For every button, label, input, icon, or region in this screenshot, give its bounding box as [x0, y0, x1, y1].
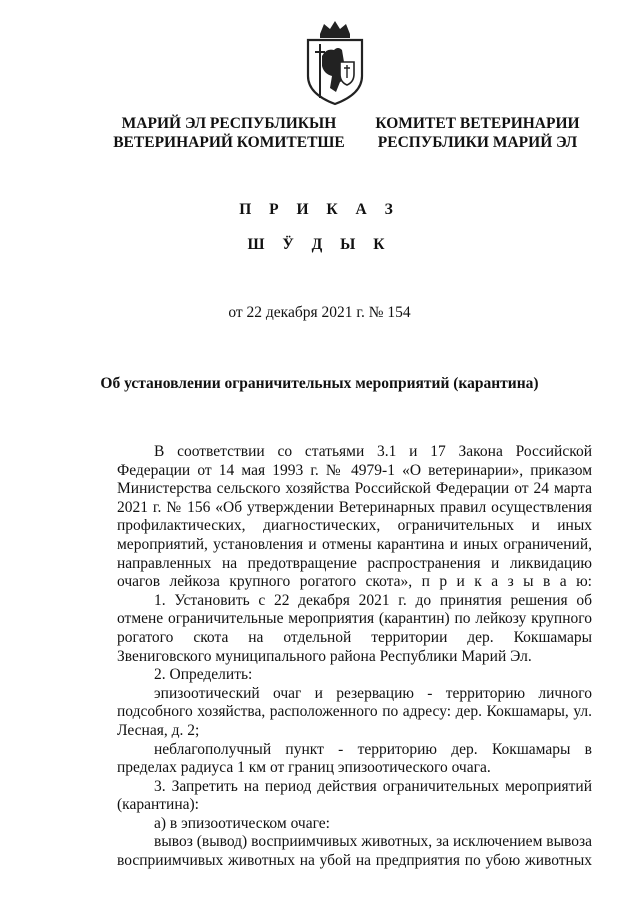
document-title-mari: Ш Ӱ Д Ы К: [247, 236, 392, 253]
paragraph-preamble: В соответствии со статьями 3.1 и 17 Закона Российской Федерации от 14 мая 1993 г. № 4979-1 «О ветеринарии», приказом Министерства сельского хозяйства Российской Федерации от 24 марта 2021 г. № 156 «Об утверждении Ветеринарных правил осуществления профилактических, диагностических, ограничительных и иных мероприятий, установления и отмены карантина и иных ограничений, направленных на предотвращение распространения и ликвидацию очагов лейкоза крупного рогатого скота», п р и к а з ы в а ю:: [117, 443, 593, 591]
paragraph-item-1: 1. Установить с 22 декабря 2021 г. до принятия решения об отмене ограничительные мероприятия (карантин) по лейкозу крупного рогатого скота на отдельной территории дер. Кокшамары Звениговского муниципального района Республики Марий Эл.: [117, 591, 592, 665]
document-title-ru: П Р И К А З: [239, 201, 400, 218]
header-right: [365, 114, 590, 152]
paragraph-item-2: 2. Определить:: [154, 666, 253, 684]
paragraph-item-3a: а) в эпизоотическом очаге:: [154, 814, 330, 832]
paragraph-outbreak-focus: эпизоотический очаг и резервацию - территорию личного подсобного хозяйства, расположенного по адресу: дер. Кокшамары, ул. Лесная, д. 2;: [117, 684, 593, 739]
document-subject: Об установлении ограничительных мероприятий (карантина): [100, 375, 539, 392]
paragraph-item-3: 3. Запретить на период действия ограничительных мероприятий (карантина):: [117, 777, 592, 814]
header-right-line2: РЕСПУБЛИКИ МАРИЙ ЭЛ: [377, 134, 578, 151]
header-right-line1: КОМИТЕТ ВЕТЕРИНАРИИ: [375, 115, 580, 132]
mari-el-coat-of-arms-icon: [300, 16, 370, 108]
header-left: [104, 114, 354, 152]
header-left-line1: МАРИЙ ЭЛ РЕСПУБЛИКЫН: [121, 115, 337, 132]
document-body: [117, 443, 592, 871]
paragraph-unsafe-point: неблагополучный пункт - территорию дер. Кокшамары в пределах радиуса 1 км от границ эпизоотического очага.: [117, 740, 592, 777]
date-number-line: от 22 декабря 2021 г. № 154: [228, 304, 411, 321]
paragraph-export-ban: вывоз (вывод) восприимчивых животных, за исключением вывоза восприимчивых животных на убой на предприятия по убою животных: [117, 833, 592, 870]
header-left-line2: ВЕТЕРИНАРИЙ КОМИТЕТШЕ: [113, 134, 345, 151]
